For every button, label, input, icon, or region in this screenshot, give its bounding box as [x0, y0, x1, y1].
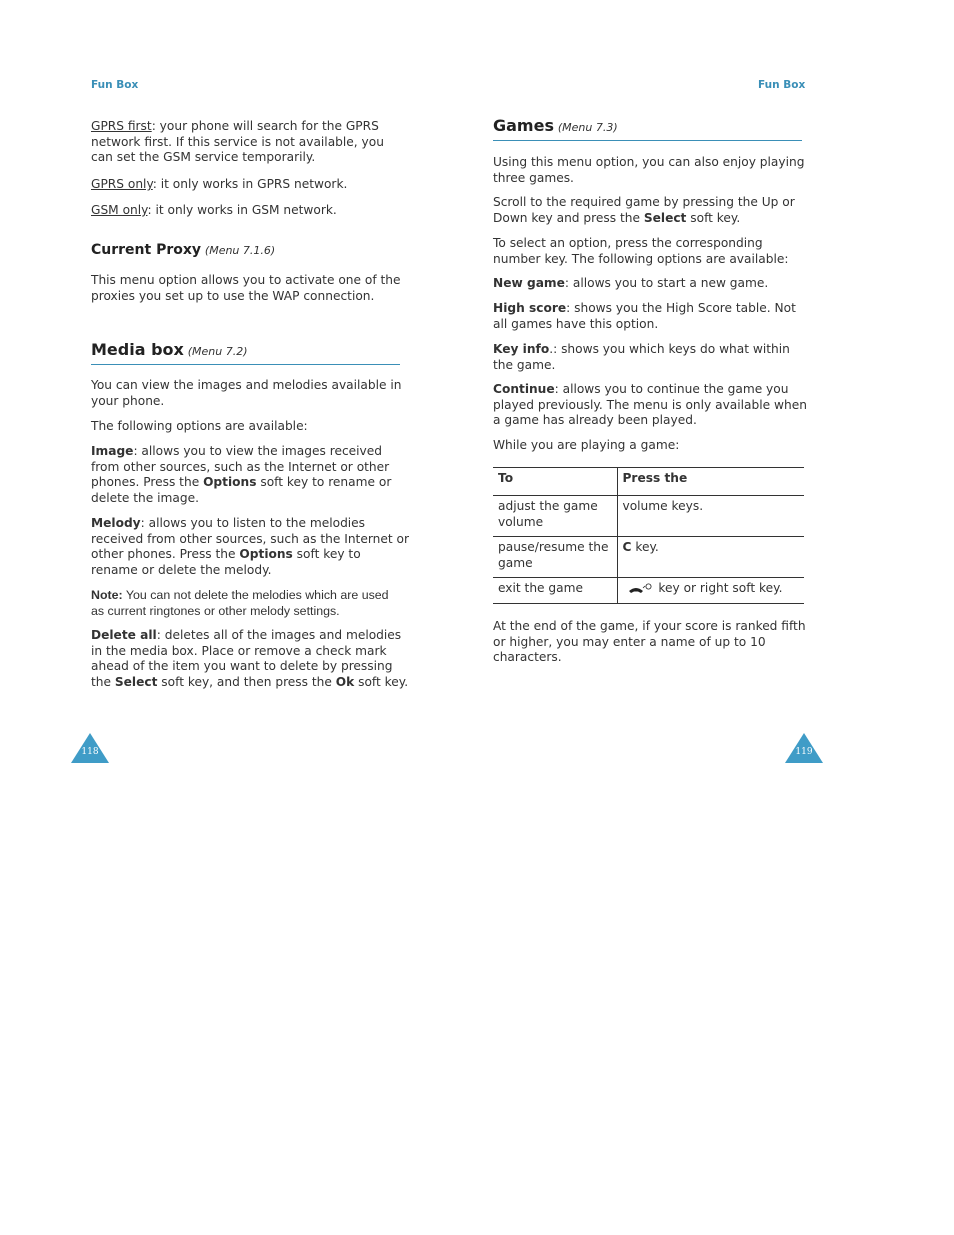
table-row — [493, 496, 804, 537]
current-proxy-desc-1: This menu option allows you to activate one of the — [91, 273, 401, 287]
note-text-2: as current ringtones or other melody settings. — [91, 604, 340, 618]
high-score-term: High score — [493, 301, 567, 315]
gprs-first-text-2: network first. If this service is not available, you — [91, 134, 384, 149]
table-cell-press — [617, 496, 804, 537]
new-game-option — [493, 276, 768, 292]
delete-select-key: Select — [114, 674, 158, 689]
end-text-1: At the end of the game, if your score is ranked fifth — [493, 619, 806, 633]
gprs-only-term: GPRS only — [91, 177, 153, 191]
games-intro — [493, 155, 804, 186]
key-info-term: Key info — [493, 342, 550, 356]
current-proxy-menu-ref: (Menu 7.1.6) — [204, 244, 276, 257]
table-cell-press — [617, 537, 804, 578]
gprs-first-text-3: can set the GSM service temporarily. — [91, 150, 316, 165]
media-intro-1: You can view the images and melodies available in — [91, 378, 402, 392]
delete-all-term: Delete all — [91, 628, 157, 642]
gprs-first-text: : your phone will search for the GPRS — [151, 119, 379, 133]
row-2-press: key. — [631, 540, 659, 554]
melody-term: Melody — [91, 516, 141, 530]
table-cell-to — [493, 578, 617, 604]
header-press-label: Press the — [622, 471, 688, 485]
image-text-4: delete the image. — [91, 490, 199, 505]
table-row — [493, 578, 804, 604]
end-call-key-icon — [625, 583, 655, 595]
current-proxy-title: Current Proxy — [91, 242, 202, 258]
delete-text-4c: soft key, and then press the — [157, 674, 336, 689]
melody-text-4: rename or delete the melody. — [91, 562, 272, 577]
continue-text-1: : allows you to continue the game you — [554, 382, 789, 396]
key-info-text-2: the game. — [493, 357, 556, 372]
melody-text-1: : allows you to listen to the melodies — [140, 516, 366, 530]
delete-text-3: ahead of the item you want to delete by pressing — [91, 659, 393, 674]
melody-option — [91, 516, 409, 578]
media-box-heading-rule — [91, 364, 400, 365]
gsm-only-text: : it only works in GSM network. — [147, 203, 337, 217]
current-proxy-description — [91, 273, 401, 304]
games-intro-2: three games. — [493, 170, 574, 185]
key-info-option — [493, 342, 790, 373]
table-header-press — [617, 468, 804, 496]
table-cell-to — [493, 496, 617, 537]
continue-text-3: a game has already been played. — [493, 413, 697, 428]
gprs-first-paragraph — [91, 119, 384, 166]
scroll-instructions — [493, 195, 795, 226]
select-instructions — [493, 236, 788, 267]
new-game-text: : allows you to start a new game. — [564, 276, 769, 290]
row-1-to-2: volume — [498, 514, 544, 529]
gprs-first-term: GPRS first — [91, 119, 152, 133]
running-header-left: Fun Box — [91, 79, 139, 91]
game-keys-table — [493, 467, 804, 604]
options-intro: The following options are available: — [91, 419, 308, 433]
image-text-3a: phones. Press the — [91, 475, 204, 490]
row-1-to-1: adjust the game — [498, 499, 598, 513]
continue-term: Continue — [493, 382, 555, 396]
gprs-only-text: : it only works in GPRS network. — [152, 177, 348, 191]
delete-text-1: : deletes all of the images and melodies — [156, 628, 402, 642]
media-intro — [91, 378, 402, 409]
end-text-2: or higher, you may enter a name of up to 10 — [493, 634, 766, 649]
scroll-text-1: Scroll to the required game by pressing the Up or — [493, 195, 795, 209]
note-text-1: You can not delete the melodies which are used — [122, 588, 389, 602]
row-1-press: volume keys. — [622, 499, 704, 513]
note-term: Note: — [91, 588, 123, 602]
continue-option — [493, 382, 807, 429]
melody-text-3a: other phones. Press the — [91, 547, 240, 562]
table-cell-to — [493, 537, 617, 578]
scroll-text-2c: soft key. — [686, 210, 741, 225]
high-score-text-1: : shows you the High Score table. Not — [566, 301, 796, 315]
delete-text-4a: the — [91, 674, 115, 689]
image-text-3c: soft key to rename or — [256, 475, 392, 490]
key-info-text-1: .: shows you which keys do what within — [549, 342, 790, 356]
image-options-key: Options — [203, 475, 257, 490]
delete-text-4e: soft key. — [354, 674, 409, 689]
header-to-label: To — [498, 471, 514, 485]
continue-text-2: played previously. The menu is only available when — [493, 397, 807, 412]
row-3-to-1: exit the game — [498, 581, 583, 595]
media-box-menu-ref: (Menu 7.2) — [187, 345, 248, 358]
games-title: Games — [493, 116, 554, 135]
row-3-press: key or right soft key. — [658, 581, 783, 595]
table-cell-press — [617, 578, 804, 604]
page-number-right: 119 — [795, 747, 813, 757]
image-text-2: from other sources, such as the Internet or other — [91, 459, 390, 474]
gsm-only-term: GSM only — [91, 203, 148, 217]
scroll-select-key: Select — [643, 210, 687, 225]
media-intro-2: your phone. — [91, 393, 165, 408]
games-heading — [493, 118, 618, 136]
end-of-game-paragraph — [493, 619, 806, 666]
row-2-press-key: C — [622, 540, 632, 554]
current-proxy-heading — [91, 243, 275, 259]
melody-text-2: received from other sources, such as the Internet or — [91, 531, 409, 546]
page-number-left: 118 — [81, 747, 99, 757]
games-intro-1: Using this menu option, you can also enjoy playing — [493, 155, 805, 169]
table-header-row — [493, 468, 804, 496]
gprs-only-paragraph — [91, 177, 347, 193]
row-2-to-1: pause/resume the — [498, 540, 609, 554]
select-text-2: number key. The following options are available: — [493, 251, 789, 266]
new-game-term: New game — [493, 276, 565, 290]
end-text-3: characters. — [493, 650, 562, 665]
running-header-right: Fun Box — [758, 79, 806, 91]
scroll-text-2a: Down key and press the — [493, 210, 644, 225]
high-score-option — [493, 301, 796, 332]
melody-text-3c: soft key to — [292, 547, 361, 562]
current-proxy-desc-2: proxies you set up to use the WAP connection. — [91, 288, 375, 303]
table-header-to — [493, 468, 617, 496]
gsm-only-paragraph — [91, 203, 337, 219]
delete-all-option — [91, 628, 408, 690]
high-score-text-2: all games have this option. — [493, 316, 659, 331]
table-row — [493, 537, 804, 578]
while-playing: While you are playing a game: — [493, 438, 680, 452]
image-text-1: : allows you to view the images received — [133, 444, 382, 458]
row-2-to-2: game — [498, 555, 533, 570]
media-box-title: Media box — [91, 340, 184, 359]
melody-options-key: Options — [239, 547, 293, 562]
delete-ok-key: Ok — [335, 674, 355, 689]
select-text-1: To select an option, press the corresponding — [493, 236, 763, 250]
image-option — [91, 444, 391, 506]
media-box-heading — [91, 342, 248, 360]
note-paragraph — [91, 587, 389, 619]
delete-text-2: in the media box. Place or remove a check mark — [91, 643, 387, 658]
games-heading-rule — [493, 140, 802, 141]
games-menu-ref: (Menu 7.3) — [557, 121, 618, 134]
image-term: Image — [91, 444, 134, 458]
